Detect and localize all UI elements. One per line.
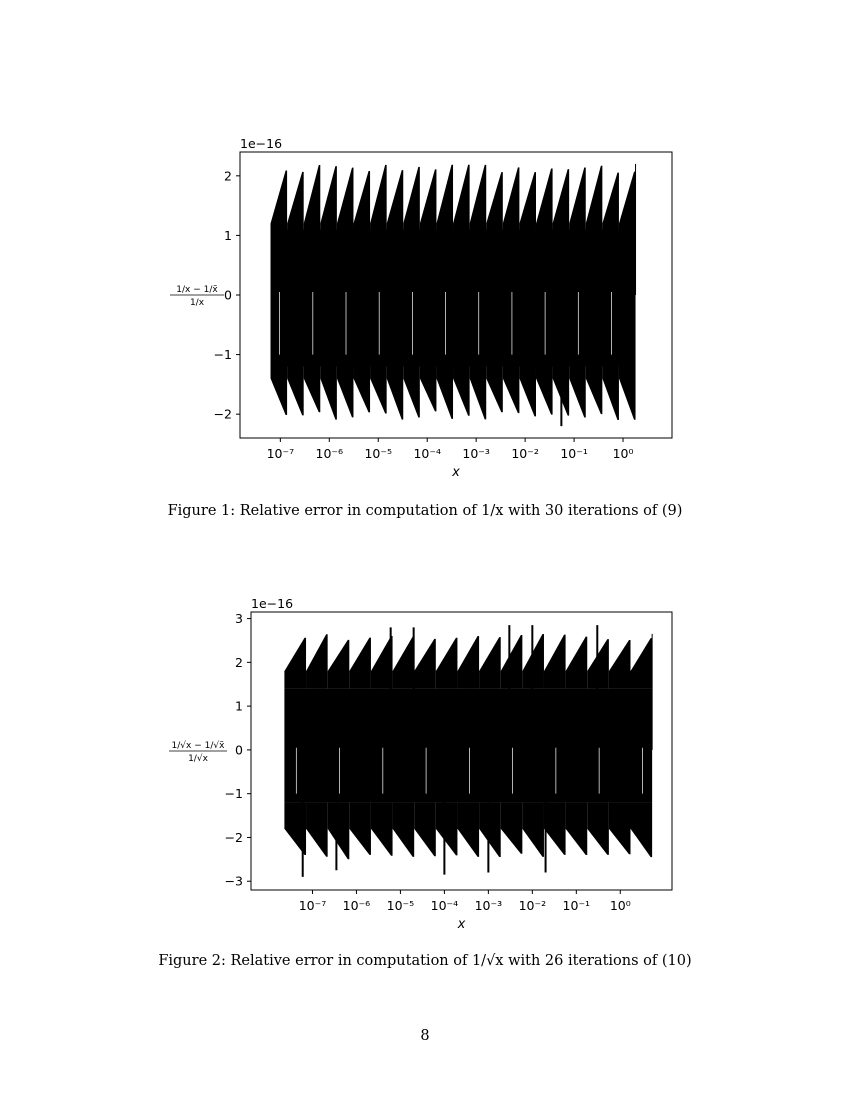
data-lower-tooth (420, 367, 437, 412)
data-upper-tooth (503, 167, 520, 229)
data-lower-tooth (486, 367, 503, 413)
data-lower-tooth (320, 367, 337, 420)
data-upper-tooth (609, 640, 631, 689)
data-lower-tooth (337, 367, 354, 418)
data-upper-tooth (304, 165, 321, 229)
data-upper-tooth (284, 638, 306, 689)
data-lower-tooth (609, 802, 631, 854)
data-band (271, 229, 636, 366)
x-tick-label: 10⁻⁶ (315, 446, 344, 461)
x-tick-label: 10⁻⁶ (342, 898, 371, 913)
data-upper-tooth (569, 167, 586, 229)
data-series (271, 164, 636, 426)
y-tick-label: −2 (213, 406, 232, 422)
data-lower-tooth (371, 802, 393, 855)
data-upper-tooth (544, 635, 566, 689)
data-upper-tooth (371, 636, 393, 689)
y-axis-label-numerator: 1/x − 1/x̃ (176, 285, 218, 295)
axis-offset-label: 1e−16 (240, 136, 283, 151)
data-lower-tooth (393, 802, 415, 856)
figure-1-caption: Figure 1: Relative error in computation of 1/x with 30 iterations of (9) (167, 503, 683, 519)
y-tick-label: −1 (213, 347, 232, 363)
data-lower-tooth (271, 367, 288, 415)
x-axis-label: x (457, 917, 466, 932)
data-lower-tooth (536, 367, 553, 415)
data-upper-tooth (320, 166, 337, 229)
data-lower-tooth (544, 802, 566, 854)
data-upper-tooth (631, 638, 653, 689)
y-tick-label: −3 (224, 873, 243, 889)
data-lower-tooth (306, 802, 328, 856)
y-tick-label: 2 (224, 168, 232, 184)
data-upper-tooth (393, 636, 415, 688)
data-upper-tooth (387, 170, 404, 229)
page-number: 8 (420, 1028, 430, 1044)
y-tick-label: 1 (224, 227, 232, 243)
data-lower-tooth (403, 367, 420, 418)
data-upper-tooth (602, 173, 619, 230)
data-lower-tooth (287, 367, 304, 416)
data-lower-tooth (503, 367, 520, 414)
x-axis-label: x (452, 465, 460, 480)
data-upper-tooth (566, 637, 588, 689)
figure-1 (0, 135, 850, 530)
x-tick-label: 10⁻⁷ (298, 898, 327, 913)
data-series (284, 625, 652, 877)
y-tick-label: 0 (224, 287, 232, 303)
data-upper-tooth (271, 170, 288, 229)
figure-2-chart (0, 595, 850, 940)
data-lower-tooth (328, 802, 350, 859)
data-lower-tooth (619, 367, 636, 420)
data-lower-tooth (479, 802, 501, 857)
data-upper-tooth (479, 637, 501, 688)
data-lower-tooth (414, 802, 436, 856)
x-tick-label: 10⁻¹ (562, 898, 591, 913)
data-upper-tooth (436, 638, 458, 689)
y-tick-label: −2 (224, 829, 243, 845)
x-tick-label: 10⁰ (612, 446, 634, 461)
y-tick-label: 3 (235, 611, 243, 627)
y-axis-label-denominator: 1/x (189, 298, 205, 308)
data-upper-tooth (403, 167, 420, 230)
data-upper-tooth (586, 166, 603, 230)
figure-2 (0, 595, 850, 980)
data-lower-tooth (586, 367, 603, 415)
data-lower-tooth (631, 802, 653, 857)
x-tick-label: 10⁰ (609, 898, 631, 913)
data-upper-tooth (287, 172, 304, 230)
data-lower-tooth (304, 367, 321, 413)
data-lower-tooth (370, 367, 387, 414)
data-upper-tooth (436, 165, 453, 230)
data-upper-tooth (553, 169, 570, 229)
data-upper-tooth (470, 165, 487, 230)
x-tick-label: 10⁻⁴ (430, 898, 459, 913)
data-upper-tooth (414, 639, 436, 689)
data-upper-tooth (328, 640, 350, 689)
data-lower-tooth (349, 802, 371, 854)
x-tick-label: 10⁻² (518, 898, 547, 913)
x-tick-label: 10⁻⁵ (386, 898, 415, 913)
data-lower-tooth (602, 367, 619, 421)
data-upper-tooth (353, 171, 370, 230)
data-lower-tooth (470, 367, 487, 420)
y-axis-label-denominator: 1/√x (188, 754, 208, 764)
figure-2-caption: Figure 2: Relative error in computation of 1/√x with 26 iterations of (10) (158, 953, 692, 969)
figure-1-chart (0, 135, 850, 495)
data-lower-tooth (453, 367, 470, 416)
data-lower-tooth (566, 802, 588, 855)
data-upper-tooth (536, 168, 553, 229)
x-tick-label: 10⁻⁷ (266, 446, 295, 461)
data-upper-tooth (501, 635, 523, 689)
data-lower-tooth (587, 802, 609, 854)
data-upper-tooth (349, 638, 371, 689)
y-tick-label: −1 (224, 786, 243, 802)
data-upper-tooth (306, 634, 328, 688)
data-upper-tooth (486, 172, 503, 229)
x-tick-label: 10⁻⁴ (413, 446, 441, 461)
data-upper-tooth (337, 168, 354, 230)
data-lower-tooth (436, 802, 458, 855)
y-tick-label: 0 (235, 742, 243, 758)
data-upper-tooth (453, 165, 470, 230)
data-lower-tooth (436, 367, 453, 419)
data-lower-tooth (569, 367, 586, 418)
data-lower-tooth (457, 802, 479, 856)
y-tick-label: 1 (235, 698, 243, 714)
x-tick-label: 10⁻³ (474, 898, 503, 913)
y-tick-label: 2 (235, 654, 243, 670)
data-upper-tooth (370, 165, 387, 230)
data-lower-tooth (501, 802, 523, 853)
data-lower-tooth (522, 802, 544, 856)
y-axis-label-numerator: 1/√x − 1/√x̃ (171, 741, 225, 751)
data-upper-tooth (420, 169, 437, 229)
data-lower-tooth (387, 367, 404, 420)
data-upper-tooth (619, 172, 636, 230)
axis-offset-label: 1e−16 (251, 596, 294, 611)
data-lower-tooth (353, 367, 370, 413)
x-tick-label: 10⁻² (511, 446, 539, 461)
data-upper-tooth (457, 636, 479, 689)
data-upper-tooth (519, 172, 536, 229)
data-lower-tooth (519, 367, 536, 417)
x-tick-label: 10⁻⁵ (364, 446, 393, 461)
x-tick-label: 10⁻³ (462, 446, 490, 461)
x-tick-label: 10⁻¹ (560, 446, 588, 461)
